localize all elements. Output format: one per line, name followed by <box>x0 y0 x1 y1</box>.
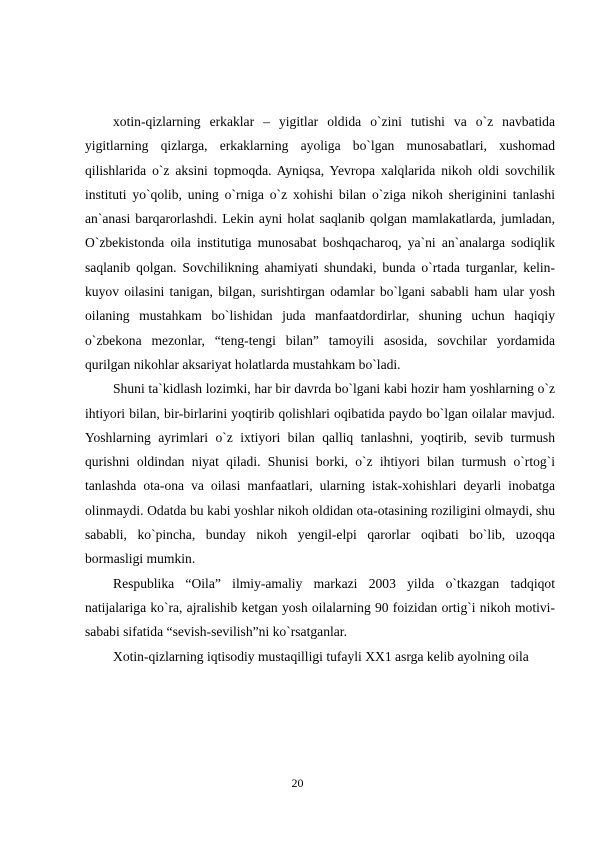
paragraph: Xotin-qizlarning iqtisodiy mustaqilligi tufayli XX1 asrga kelib ayolning oila <box>113 648 529 664</box>
paragraph: Shuni ta`kidlash lozimki, har bir davrda bo`lgani kabi hozir ham yoshlarning o`z ihtiyori bilan, bir-birlarini yoqtirib qolishlari oqibatida paydo bo`lgan oilalar mavjud. Yoshlarning ayrimlari o`z ixtiyori bilan qalliq tanlashni, yoqtirib, sevib turmush qurishni oldindan niyat qiladi. Shunisi borki, o`z ihtiyori bilan turmush o`rtog`i tanlashda ota-ona va oilasi manfaatlari, ularning istak-xohishlari deyarli inobatga olinmaydi. Odatda bu kabi yoshlar nikoh oldidan ota-otasining roziligini olmaydi, shu sababli, ko`pincha, bunday nikoh yengil-elpi qarorlar oqibati bo`lib, uzoqqa bormasligi mumkin. <box>85 381 555 567</box>
page-number: 20 <box>291 776 304 790</box>
paragraph: xotin-qizlarning erkaklar – yigitlar oldida o`zini tutishi va o`z navbatida yigitlarning qizlarga, erkaklarning ayoliga bo`lgan munosabatlari, xushomad qilishlarida o`z aksini topmoqda. Ayniqsa, Yevropa xalqlarida nikoh oldi sovchilik instituti yo`qolib, uning o`rniga o`z xohishi bilan o`ziga nikoh sheriginini tanlashi an`anasi barqarorlashdi. Lekin ayni holat saqlanib qolgan mamlakatlarda, jumladan, O`zbekistonda oila institutiga munosabat boshqacharoq, ya`ni an`analarga sodiqlik saqlanib qolgan. Sovchilikning ahamiyati shundaki, bunda o`rtada turganlar, kelin-kuyov oilasini tanigan, bilgan, surishtirgan odamlar bo`lgani sababli ham ular yosh oilaning mustahkam bo`lishidan juda manfaatdordirlar, shuning uchun haqiqiy o`zbekona mezonlar, “teng-tengi bilan” tamoyili asosida, sovchilar yordamida qurilgan nikohlar aksariyat holatlarda mustahkam bo`ladi. <box>85 114 555 372</box>
paragraph: Respublika “Oila” ilmiy-amaliy markazi 2003 yilda o`tkazgan tadqiqot natijalariga ko`ra, ajralishib ketgan yosh oilalarning 90 foizidan ortig`i nikoh motivi-sababi sifatida “sevish-sevilish”ni ko`rsatganlar. <box>85 575 555 640</box>
body-text <box>85 110 555 669</box>
